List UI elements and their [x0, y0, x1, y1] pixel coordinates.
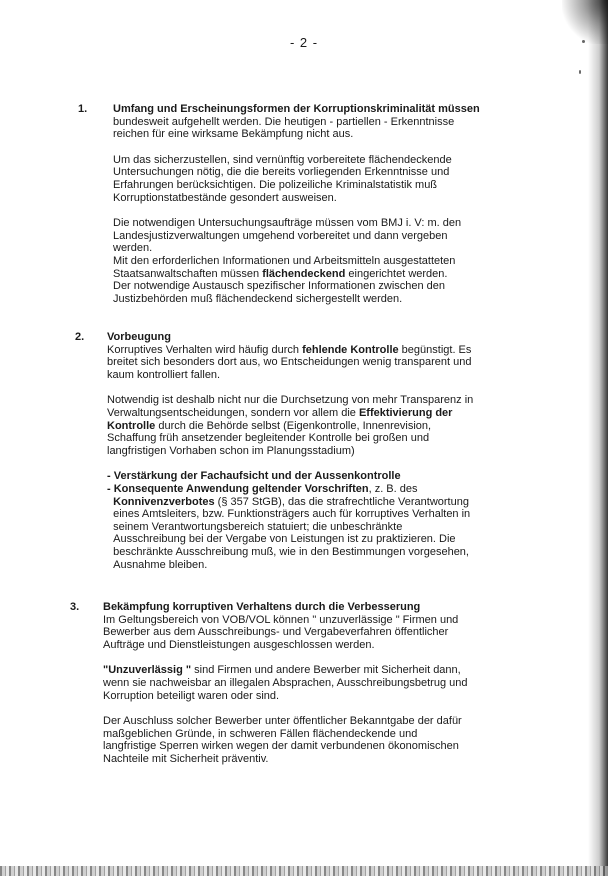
text-line: Ausschreibung bei der Vergabe von Leistungen ist zu praktizieren. Die [107, 533, 456, 546]
text-line: Untersuchungen nötig, die die bereits vorliegenden Erkenntnisse und [113, 166, 450, 179]
text-line: langfristige Sperren wirken wegen der damit verbundenen ökonomischen [103, 740, 459, 753]
text-line: kaum kontrolliert fallen. [107, 368, 221, 381]
section-body [113, 103, 490, 305]
section-body [107, 331, 490, 571]
section-body [103, 601, 490, 766]
text-line: seinem Verantwortungsbereich statuiert; die unbeschränkte [107, 520, 403, 533]
text-line: Erfahrungen berücksichtigen. Die polizeiliche Kriminalstatistik muß [113, 178, 438, 191]
paragraph-gap [103, 651, 490, 664]
paragraph [107, 331, 490, 381]
text-line: Mit den erforderlichen Informationen und Arbeitsmitteln ausgestatteten [113, 254, 456, 267]
scan-edge-right [588, 0, 608, 876]
text-line: Nachteile mit Sicherheit präventiv. [103, 752, 269, 765]
text-line: Korruption beteiligt waren oder sind. [103, 689, 280, 702]
paragraph-gap [113, 141, 490, 154]
text-line: Notwendig ist deshalb nicht nur die Durchsetzung von mehr Transparenz in [107, 394, 474, 407]
text-line: - Konsequente Anwendung geltender Vorschriften, z. B. des [107, 482, 418, 495]
paragraph [113, 154, 490, 204]
paragraph [107, 470, 490, 571]
text-line: wenn sie nachweisbar an illegalen Absprachen, Ausschreibungsbetrug und [103, 676, 468, 689]
text-line: breitet sich besonders dort aus, wo Entscheidungen wenig transparent und [107, 356, 472, 369]
paragraph-gap [107, 457, 490, 470]
paragraph [103, 664, 490, 702]
scan-speck [582, 40, 585, 43]
text-line: "Unzuverlässig " sind Firmen und andere Bewerber mit Sicherheit dann, [103, 664, 461, 677]
text-line: Kontrolle durch die Behörde selbst (Eigenkontrolle, Innenrevision, [107, 419, 432, 432]
paragraph-gap [113, 204, 490, 217]
text-line: bundesweit aufgehellt werden. Die heutigen - partiellen - Erkenntnisse [113, 115, 455, 128]
text-line: Justizbehörden muß flächendeckend sichergestellt werden. [113, 292, 403, 305]
paragraph [113, 103, 490, 141]
text-line: - Verstärkung der Fachaufsicht und der Aussenkontrolle [107, 470, 401, 483]
page-number: - 2 - [289, 35, 319, 50]
text-line: Staatsanwaltschaften müssen flächendeckend eingerichtet werden. [113, 267, 448, 280]
text-line: Ausnahme bleiben. [107, 558, 208, 571]
text-line: Vorbeugung [107, 331, 171, 343]
paragraph [103, 715, 490, 765]
paragraph [103, 601, 490, 651]
paragraph-gap [103, 702, 490, 715]
text-line: reichen für eine wirksame Bekämpfung nicht aus. [113, 128, 354, 141]
text-line: eines Amtsleiters, bzw. Funktionsträgers auch für korruptives Verhalten in [107, 508, 471, 521]
paragraph [107, 394, 490, 457]
text-line: Bekämpfung korruptiven Verhaltens durch die Verbesserung [103, 601, 421, 613]
text-line: Landesjustizverwaltungen umgehend vorbereitet und dann vergeben [113, 229, 448, 242]
text-line: Umfang und Erscheinungsformen der Korruptionskriminalität müssen [113, 103, 480, 115]
section-number: 3. [70, 601, 80, 613]
section-number: 2. [75, 331, 85, 343]
paragraph [113, 217, 490, 305]
text-line: Im Geltungsbereich von VOB/VOL können " unzuverlässige " Firmen und [103, 613, 459, 626]
text-line: Schaffung früh ansetzender begleitender Kontrolle bei großen und [107, 432, 430, 445]
text-line: Die notwendigen Untersuchungsaufträge müssen vom BMJ i. V: m. den [113, 217, 462, 230]
text-line: Konnivenzverbotes (§ 357 StGB), das die strafrechtliche Verantwortung [113, 495, 469, 508]
text-line: werden. [113, 242, 153, 255]
text-line: Der notwendige Austausch spezifischer Informationen zwischen den [113, 280, 446, 293]
text-line: Korruptives Verhalten wird häufig durch fehlende Kontrolle begünstigt. Es [107, 343, 472, 356]
text-line: beschränkte Ausschreibung muß, wie in den Bestimmungen vorgesehen, [107, 545, 469, 558]
text-line: Bewerber aus dem Ausschreibungs- und Vergabeverfahren öffentlicher [103, 626, 449, 639]
text-line: Aufträge und Dienstleistungen ausgeschlossen werden. [103, 638, 375, 651]
text-line: Korruptionstatbestände gesondert ausweisen. [113, 191, 337, 204]
scan-edge-bottom [0, 866, 608, 876]
text-line: Der Auschluss solcher Bewerber unter öffentlicher Bekanntgabe der dafür [103, 715, 462, 728]
scan-speck [579, 70, 581, 74]
paragraph-gap [107, 381, 490, 394]
text-line: maßgeblichen Gründe, in schweren Fällen flächendeckende und [103, 727, 418, 740]
section-number: 1. [78, 103, 88, 115]
text-line: langfristigen Vorhaben schon im Planungsstadium) [107, 444, 355, 457]
text-line: Verwaltungsentscheidungen, sondern vor allem die Effektivierung der [107, 406, 453, 419]
text-line: Um das sicherzustellen, sind vernünftig vorbereitete flächendeckende [113, 153, 452, 166]
